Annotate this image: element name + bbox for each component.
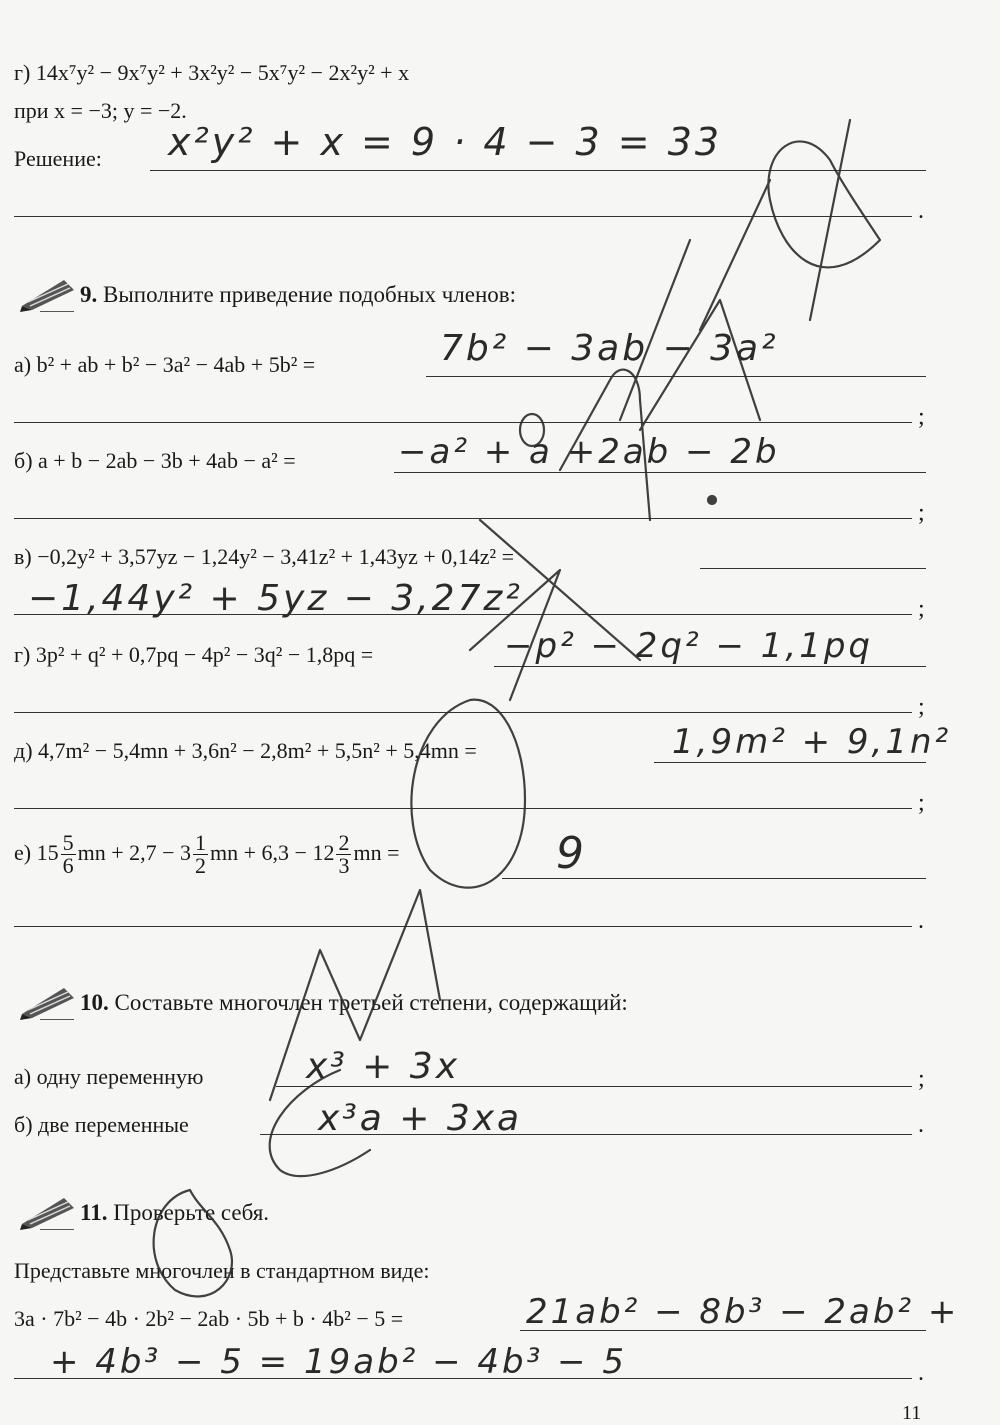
expr-part: mn + 2,7 − 3 bbox=[77, 840, 192, 865]
handwritten-answer-11-line1: 21ab² − 8b³ − 2ab² + bbox=[526, 1292, 960, 1332]
answer-line bbox=[14, 518, 912, 519]
answer-line bbox=[14, 1378, 912, 1379]
handwritten-answer-9c: −1,44y² + 5yz − 3,27z² bbox=[28, 578, 523, 619]
end-mark: . bbox=[918, 1112, 924, 1138]
handwritten-answer-9d: 1,9m² + 9,1n² bbox=[672, 722, 952, 762]
answer-line bbox=[700, 568, 926, 569]
task10-b-label: б) две переменные bbox=[14, 1112, 189, 1137]
answer-line bbox=[14, 712, 912, 713]
answer-line bbox=[426, 376, 926, 377]
task11-expression: 3a · 7b² − 4b · 2b² − 2ab · 5b + b · 4b² − 5 = bbox=[14, 1306, 404, 1331]
pencil-icon bbox=[18, 276, 76, 312]
end-mark: ; bbox=[918, 596, 925, 622]
task8-g-expression: г) 14x⁷y² − 9x⁷y² + 3x²y² − 5x⁷y² − 2x²y² + x bbox=[14, 60, 410, 85]
end-mark: . bbox=[918, 908, 924, 934]
end-mark: . bbox=[918, 198, 924, 224]
page-number: 11 bbox=[902, 1402, 922, 1424]
task9-b-expression: б) a + b − 2ab − 3b + 4ab − a² = bbox=[14, 448, 296, 473]
handwritten-answer-9g: −p² − 2q² − 1,1pq bbox=[504, 626, 873, 666]
task11-heading bbox=[80, 1198, 269, 1228]
handwritten-answer-10b: x³a + 3xa bbox=[318, 1098, 523, 1139]
expr-part: е) 15 bbox=[14, 840, 59, 865]
answer-line bbox=[14, 926, 912, 927]
stamp-stroke bbox=[768, 141, 880, 267]
task10-heading bbox=[80, 988, 628, 1018]
fraction: $\frac{2}{3}$ bbox=[338, 830, 350, 879]
stamp-stroke bbox=[700, 180, 770, 330]
task11-number: 11. bbox=[80, 1200, 108, 1225]
task8-g-condition: при x = −3; y = −2. bbox=[14, 98, 187, 123]
handwritten-answer-10a: x³ + 3x bbox=[306, 1046, 460, 1087]
end-mark: ; bbox=[918, 1066, 925, 1092]
answer-line bbox=[14, 808, 912, 809]
answer-line bbox=[494, 666, 926, 667]
task10-a-label: а) одну переменную bbox=[14, 1064, 204, 1089]
end-mark: ; bbox=[918, 404, 925, 430]
pencil-icon bbox=[18, 1194, 76, 1230]
end-mark: . bbox=[918, 1360, 924, 1386]
task9-d-expression: д) 4,7m² − 5,4mn + 3,6n² − 2,8m² + 5,5n² + 5,4mn = bbox=[14, 738, 477, 763]
task9-a-expression: а) b² + ab + b² − 3a² − 4ab + 5b² = bbox=[14, 352, 316, 377]
stamp-stroke bbox=[411, 700, 525, 888]
handwritten-solution: x²y² + x = 9 · 4 − 3 = 33 bbox=[168, 120, 723, 164]
task9-title: Выполните приведение подобных членов: bbox=[103, 282, 517, 307]
task9-c-expression: в) −0,2y² + 3,57yz − 1,24y² − 3,41z² + 1,43yz + 0,14z² = bbox=[14, 544, 515, 569]
answer-line bbox=[14, 422, 912, 423]
end-mark: ; bbox=[918, 694, 925, 720]
stamp-stroke bbox=[708, 496, 716, 504]
handwritten-answer-9e: 9 bbox=[556, 828, 587, 879]
task9-e-expression bbox=[14, 830, 400, 877]
fraction: $\frac{5}{6}$ bbox=[62, 830, 74, 879]
answer-line bbox=[394, 472, 926, 473]
expr-part: mn + 6,3 − 12 bbox=[210, 840, 335, 865]
fraction: $\frac{1}{2}$ bbox=[195, 830, 207, 879]
end-mark: ; bbox=[918, 790, 925, 816]
end-mark: ; bbox=[918, 500, 925, 526]
task10-title: Составьте многочлен третьей степени, содержащий: bbox=[114, 990, 628, 1015]
stamp-stroke bbox=[810, 120, 850, 320]
answer-line bbox=[654, 762, 926, 763]
answer-line bbox=[150, 170, 926, 171]
task9-g-expression: г) 3p² + q² + 0,7pq − 4p² − 3q² − 1,8pq = bbox=[14, 642, 374, 667]
pencil-icon bbox=[18, 984, 76, 1020]
handwritten-answer-11-line2: + 4b³ − 5 = 19ab² − 4b³ − 5 bbox=[50, 1342, 627, 1382]
task9-number: 9. bbox=[80, 282, 98, 307]
task11-title: Проверьте себя. bbox=[113, 1200, 270, 1225]
task9-heading bbox=[80, 280, 516, 310]
solution-label: Решение: bbox=[14, 146, 102, 171]
expr-part: mn = bbox=[353, 840, 400, 865]
task10-number: 10. bbox=[80, 990, 109, 1015]
handwritten-answer-9b: −a² + a +2ab − 2b bbox=[398, 432, 780, 472]
answer-line bbox=[14, 216, 912, 217]
handwritten-answer-9a: 7b² − 3ab − 3a² bbox=[440, 328, 779, 369]
task11-subtitle: Представьте многочлен в стандартном виде: bbox=[14, 1258, 430, 1283]
answer-line bbox=[14, 614, 912, 615]
